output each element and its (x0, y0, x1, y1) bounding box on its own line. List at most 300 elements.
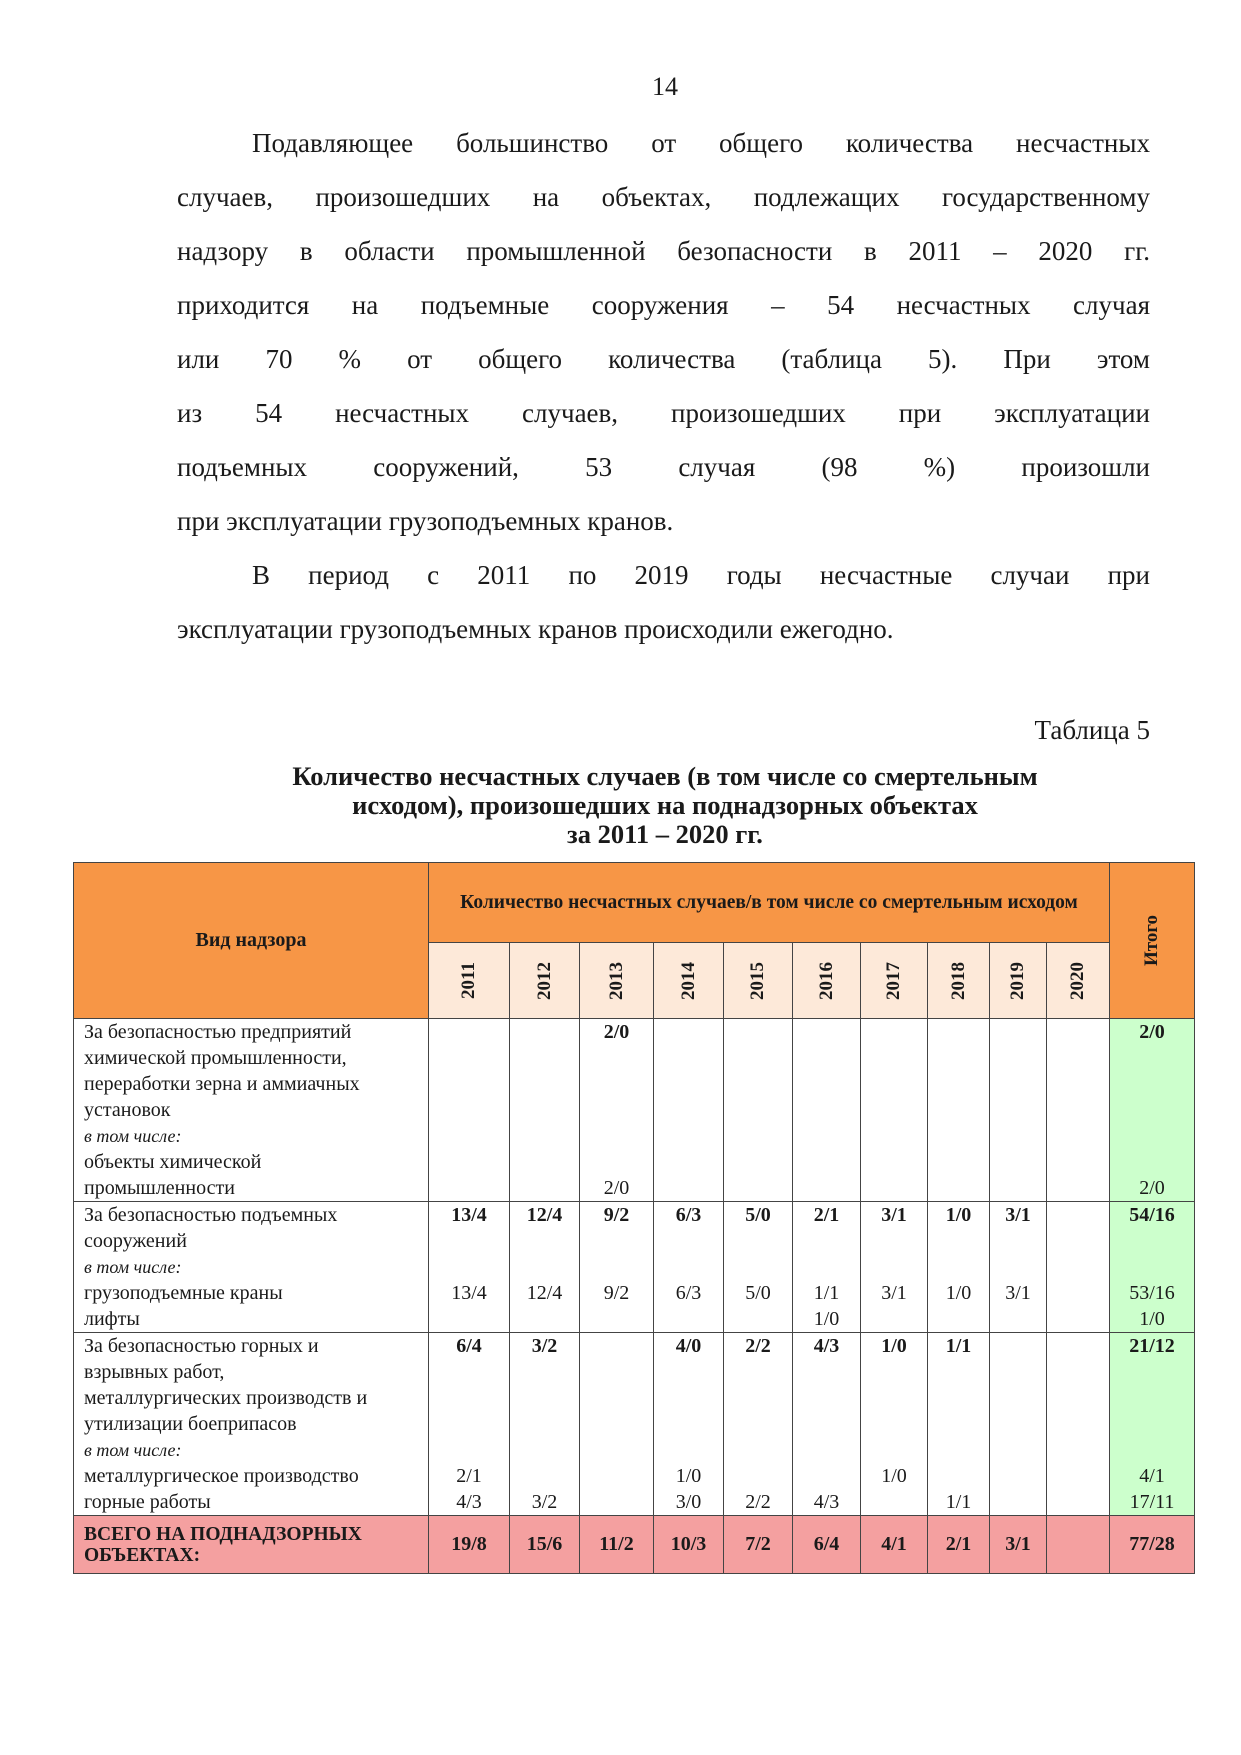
spacer (861, 1385, 927, 1411)
header-type-label: Вид надзора (195, 929, 307, 951)
sub-row-value (928, 1175, 989, 1201)
year-cell (793, 1333, 861, 1516)
spacer (928, 1254, 989, 1280)
year-header (580, 943, 654, 1019)
sub-row-value: 4/3 (813, 1491, 840, 1513)
spacer (928, 1228, 989, 1254)
spacer (793, 1123, 860, 1149)
spacer (928, 1097, 989, 1123)
section-total-value (580, 1333, 653, 1359)
year-cell (990, 1019, 1047, 1202)
grand-total-cell: 4/1 (861, 1516, 928, 1574)
spacer (1047, 1385, 1109, 1411)
spacer (1110, 1097, 1194, 1123)
section-total-value (510, 1019, 579, 1045)
section-total-value (990, 1333, 1046, 1359)
sub-row-value (861, 1489, 927, 1515)
sub-row-value (510, 1463, 579, 1489)
including-label: в том числе: (84, 1126, 182, 1146)
year-cell (928, 1202, 990, 1333)
section-total-value (1047, 1333, 1109, 1359)
spacer (429, 1385, 509, 1411)
spacer (793, 1359, 860, 1385)
year-cell (724, 1333, 793, 1516)
spacer (654, 1359, 723, 1385)
grand-total-cell: 11/2 (580, 1516, 654, 1574)
sub-row-value: 5/0 (745, 1282, 771, 1304)
section-total-value: 3/1 (1005, 1204, 1031, 1226)
sub-row-value: 2/1 (456, 1465, 482, 1487)
year-header (793, 943, 861, 1019)
year-cell (990, 1202, 1047, 1333)
spacer (861, 1149, 927, 1175)
accidents-table (73, 862, 1195, 1574)
sub-row-value: 1/1 (945, 1491, 972, 1513)
spacer (990, 1411, 1046, 1437)
section-total-value: 4/0 (675, 1335, 702, 1357)
sub-row-label: грузоподъемные краны (84, 1282, 283, 1304)
section-row (74, 1202, 1195, 1333)
section-total-value: 21/12 (1129, 1335, 1175, 1357)
spacer (429, 1254, 509, 1280)
section-total-value (928, 1019, 989, 1045)
year-header (654, 943, 724, 1019)
year-cell (990, 1333, 1047, 1516)
sub-row-value: 3/0 (675, 1491, 702, 1513)
year-cell (654, 1202, 724, 1333)
section-row (74, 1019, 1195, 1202)
spacer (1047, 1228, 1109, 1254)
sub-row-value: 9/2 (603, 1282, 630, 1304)
spacer (793, 1045, 860, 1071)
sub-row-value: 1/0 (675, 1465, 702, 1487)
year-cell (1047, 1333, 1110, 1516)
paragraph-line: В период с 2011 по 2019 годы несчастные случаи при (252, 560, 1150, 590)
paragraph-line: случаев, произошедших на объектах, подлежащих государственному (177, 182, 1150, 212)
spacer (990, 1437, 1046, 1463)
spacer (793, 1385, 860, 1411)
spacer (724, 1359, 792, 1385)
spacer (990, 1045, 1046, 1071)
grand-total-cell: 2/1 (928, 1516, 990, 1574)
sub-row-value (510, 1175, 579, 1201)
spacer (654, 1045, 723, 1071)
section-label (74, 1202, 429, 1333)
year-cell (1047, 1019, 1110, 1202)
year-header (990, 943, 1047, 1019)
sub-row-value: 1/0 (813, 1308, 840, 1330)
spacer (580, 1411, 653, 1437)
year-cell (580, 1333, 654, 1516)
sub-row-value: 2/0 (603, 1177, 630, 1199)
sub-row-value (928, 1463, 989, 1489)
spacer (793, 1437, 860, 1463)
paragraph-line: Подавляющее большинство от общего количества несчастных (252, 128, 1150, 158)
section-total-value: 54/16 (1129, 1204, 1175, 1226)
spacer (990, 1071, 1046, 1097)
section-row (74, 1333, 1195, 1516)
spacer (1047, 1254, 1109, 1280)
spacer (1110, 1045, 1194, 1071)
spacer (1047, 1071, 1109, 1097)
spacer (724, 1437, 792, 1463)
spacer (724, 1097, 792, 1123)
spacer (510, 1071, 579, 1097)
section-total-value: 3/2 (531, 1335, 558, 1357)
spacer (654, 1437, 723, 1463)
year-cell (724, 1019, 793, 1202)
year-label: 2012 (533, 961, 555, 1000)
year-cell (861, 1202, 928, 1333)
year-header (429, 943, 510, 1019)
section-title-line: За безопасностью горных и (84, 1335, 319, 1357)
section-total-value: 3/1 (881, 1204, 907, 1226)
sub-row-value: 17/11 (1129, 1491, 1175, 1513)
spacer (580, 1228, 653, 1254)
sub-row-value: 2/0 (1139, 1177, 1165, 1199)
spacer (861, 1228, 927, 1254)
table-title-line: за 2011 – 2020 гг. (567, 819, 763, 849)
section-total-value: 13/4 (451, 1204, 487, 1226)
spacer (793, 1071, 860, 1097)
section-title-line: сооружений (84, 1230, 187, 1252)
sub-row-value (1047, 1489, 1109, 1515)
year-cell (928, 1333, 990, 1516)
spacer (654, 1254, 723, 1280)
page-number: 14 (652, 72, 678, 101)
sub-row-label: объекты химической (84, 1151, 262, 1173)
spacer (429, 1097, 509, 1123)
grand-total-cell: 10/3 (654, 1516, 724, 1574)
spacer (990, 1228, 1046, 1254)
section-total-value (793, 1019, 860, 1045)
year-cell (510, 1333, 580, 1516)
sub-row-value (1047, 1463, 1109, 1489)
header-total-label: Итого (1141, 914, 1162, 967)
year-cell (928, 1019, 990, 1202)
grand-total-cell: 19/8 (429, 1516, 510, 1574)
spacer (724, 1149, 792, 1175)
spacer (654, 1071, 723, 1097)
spacer (1047, 1045, 1109, 1071)
header-type (74, 863, 429, 1019)
total-cell (1110, 1019, 1195, 1202)
spacer (861, 1123, 927, 1149)
spacer (510, 1097, 579, 1123)
spacer (580, 1071, 653, 1097)
spacer (510, 1437, 579, 1463)
spacer (861, 1045, 927, 1071)
year-label: 2020 (1067, 961, 1088, 1000)
year-cell (580, 1019, 654, 1202)
section-total-value: 2/1 (813, 1204, 840, 1226)
sub-row-label: горные работы (84, 1491, 211, 1513)
grand-total-sum: 77/28 (1110, 1516, 1195, 1574)
section-total-value: 5/0 (745, 1204, 771, 1226)
section-title-line: химической промышленности, (84, 1047, 347, 1069)
sub-row-value (928, 1306, 989, 1332)
year-cell (861, 1333, 928, 1516)
spacer (510, 1411, 579, 1437)
spacer (1047, 1097, 1109, 1123)
year-label: 2019 (1007, 961, 1028, 1000)
sub-row-value: 1/0 (1139, 1308, 1165, 1330)
including-label: в том числе: (84, 1440, 182, 1460)
section-total-value: 1/0 (881, 1335, 907, 1357)
paragraph-line: надзору в области промышленной безопасности в 2011 – 2020 гг. (177, 236, 1150, 266)
sub-row-label: металлургическое производство (84, 1465, 359, 1487)
spacer (724, 1228, 792, 1254)
spacer (580, 1097, 653, 1123)
sub-row-value (580, 1306, 653, 1332)
sub-row-value (990, 1489, 1046, 1515)
year-header (928, 943, 990, 1019)
sub-row-value (793, 1463, 860, 1489)
spacer (793, 1228, 860, 1254)
year-cell (654, 1019, 724, 1202)
grand-total-row (74, 1516, 1195, 1574)
section-total-value (861, 1019, 927, 1045)
spacer (928, 1437, 989, 1463)
sub-row-value: 1/0 (881, 1465, 907, 1487)
spacer (861, 1359, 927, 1385)
sub-row-value (990, 1175, 1046, 1201)
year-header (510, 943, 580, 1019)
spacer (580, 1385, 653, 1411)
sub-row-value: 53/16 (1129, 1282, 1175, 1304)
total-cell (1110, 1202, 1195, 1333)
sub-row-value: 4/1 (1139, 1465, 1165, 1487)
spacer (928, 1149, 989, 1175)
spacer (1110, 1385, 1194, 1411)
spacer (1047, 1437, 1109, 1463)
year-cell (510, 1019, 580, 1202)
spacer (724, 1123, 792, 1149)
sub-row-value: 4/3 (456, 1491, 482, 1513)
grand-total-cell: 15/6 (510, 1516, 580, 1574)
header-group (429, 863, 1110, 943)
total-cell (1110, 1333, 1195, 1516)
sub-row-value: 2/2 (745, 1491, 771, 1513)
sub-row-value (429, 1306, 509, 1332)
spacer (654, 1123, 723, 1149)
table-title-line: Количество несчастных случаев (в том числе со смертельным (292, 761, 1038, 791)
spacer (861, 1254, 927, 1280)
section-total-value: 6/3 (675, 1204, 702, 1226)
sub-row-value: 3/1 (881, 1282, 907, 1304)
sub-row-value (724, 1306, 792, 1332)
spacer (654, 1385, 723, 1411)
section-title-line: переработки зерна и аммиачных (84, 1073, 360, 1095)
spacer (793, 1149, 860, 1175)
sub-row-value: 3/1 (1005, 1282, 1031, 1304)
year-cell (654, 1333, 724, 1516)
spacer (580, 1123, 653, 1149)
section-total-value (429, 1019, 509, 1045)
sub-row-value: 3/2 (531, 1491, 558, 1513)
spacer (928, 1123, 989, 1149)
section-total-value: 9/2 (603, 1204, 630, 1226)
spacer (429, 1123, 509, 1149)
year-header (861, 943, 928, 1019)
spacer (793, 1411, 860, 1437)
spacer (1110, 1228, 1194, 1254)
spacer (1110, 1411, 1194, 1437)
year-header (724, 943, 793, 1019)
sub-row-value (793, 1175, 860, 1201)
year-cell (1047, 1202, 1110, 1333)
section-total-value: 2/2 (745, 1335, 771, 1357)
section-label (74, 1333, 429, 1516)
spacer (724, 1411, 792, 1437)
section-total-value (990, 1019, 1046, 1045)
year-cell (580, 1202, 654, 1333)
spacer (654, 1097, 723, 1123)
section-title-line: За безопасностью предприятий (84, 1021, 352, 1043)
spacer (928, 1045, 989, 1071)
spacer (990, 1123, 1046, 1149)
section-total-value: 4/3 (813, 1335, 840, 1357)
spacer (928, 1359, 989, 1385)
spacer (510, 1149, 579, 1175)
sub-row-value (510, 1306, 579, 1332)
spacer (580, 1437, 653, 1463)
year-label: 2016 (815, 961, 837, 1000)
grand-total-label (74, 1516, 429, 1574)
sub-row-value (1047, 1306, 1109, 1332)
spacer (990, 1385, 1046, 1411)
spacer (580, 1149, 653, 1175)
section-label (74, 1019, 429, 1202)
spacer (654, 1149, 723, 1175)
table-label: Таблица 5 (1034, 715, 1150, 745)
spacer (1047, 1359, 1109, 1385)
sub-row-value (1047, 1175, 1109, 1201)
spacer (793, 1097, 860, 1123)
year-cell (429, 1333, 510, 1516)
spacer (429, 1411, 509, 1437)
spacer (429, 1437, 509, 1463)
spacer (990, 1359, 1046, 1385)
spacer (429, 1071, 509, 1097)
section-total-value: 2/0 (603, 1021, 630, 1043)
section-total-value: 1/1 (945, 1335, 972, 1357)
sub-row-value (861, 1175, 927, 1201)
paragraph-line: при эксплуатации грузоподъемных кранов. (177, 506, 674, 536)
section-title-line: установок (84, 1099, 171, 1121)
spacer (580, 1045, 653, 1071)
spacer (928, 1385, 989, 1411)
spacer (580, 1254, 653, 1280)
section-title-line: металлургических производств и (84, 1387, 368, 1409)
including-label: в том числе: (84, 1257, 182, 1277)
sub-row-value: 1/0 (945, 1282, 972, 1304)
year-cell (724, 1202, 793, 1333)
section-total-value: 1/0 (945, 1204, 972, 1226)
section-title-line: За безопасностью подъемных (84, 1204, 338, 1226)
section-total-value: 2/0 (1139, 1021, 1165, 1043)
spacer (1110, 1254, 1194, 1280)
spacer (429, 1359, 509, 1385)
spacer (861, 1411, 927, 1437)
section-total-value (1047, 1202, 1109, 1228)
sub-row-label: лифты (84, 1308, 140, 1330)
section-total-value (1047, 1019, 1109, 1045)
spacer (1110, 1149, 1194, 1175)
paragraph-line: приходится на подъемные сооружения – 54 несчастных случая (177, 290, 1150, 320)
spacer (1047, 1123, 1109, 1149)
header-group-label: Количество несчастных случаев/в том числе со смертельным исходом (460, 892, 1078, 913)
sub-row-label: промышленности (84, 1177, 235, 1199)
grand-total-cell (1047, 1516, 1110, 1574)
spacer (580, 1359, 653, 1385)
spacer (724, 1254, 792, 1280)
paragraph-line: эксплуатации грузоподъемных кранов происходили ежегодно. (177, 614, 894, 644)
section-title-line: утилизации боеприпасов (84, 1413, 297, 1435)
section-total-value: 6/4 (456, 1335, 482, 1357)
sub-row-value (580, 1489, 653, 1515)
section-total-value: 12/4 (526, 1204, 563, 1226)
year-cell (793, 1202, 861, 1333)
spacer (724, 1045, 792, 1071)
sub-row-value: 6/3 (675, 1282, 702, 1304)
spacer (990, 1097, 1046, 1123)
spacer (429, 1045, 509, 1071)
spacer (1047, 1411, 1109, 1437)
sub-row-value (990, 1306, 1046, 1332)
spacer (510, 1254, 579, 1280)
spacer (861, 1437, 927, 1463)
sub-row-value: 1/1 (813, 1282, 840, 1304)
spacer (429, 1228, 509, 1254)
spacer (928, 1071, 989, 1097)
spacer (928, 1411, 989, 1437)
paragraph-1 (177, 116, 1150, 548)
grand-total-cell: 3/1 (990, 1516, 1047, 1574)
section-total-value (724, 1019, 792, 1045)
spacer (1110, 1071, 1194, 1097)
table-title (180, 762, 1150, 849)
spacer (861, 1097, 927, 1123)
grand-total-label-line: ВСЕГО НА ПОДНАДЗОРНЫХ (84, 1523, 362, 1545)
grand-total-cell: 7/2 (724, 1516, 793, 1574)
year-cell (429, 1202, 510, 1333)
spacer (724, 1071, 792, 1097)
year-cell (793, 1019, 861, 1202)
spacer (510, 1385, 579, 1411)
spacer (861, 1071, 927, 1097)
spacer (1110, 1437, 1194, 1463)
year-label: 2014 (677, 961, 699, 1000)
spacer (654, 1411, 723, 1437)
spacer (510, 1228, 579, 1254)
spacer (510, 1123, 579, 1149)
year-header (1047, 943, 1110, 1019)
sub-row-value (990, 1463, 1046, 1489)
spacer (990, 1149, 1046, 1175)
sub-row-value (580, 1463, 653, 1489)
sub-row-value (654, 1175, 723, 1201)
sub-row-value (724, 1175, 792, 1201)
section-title-line: взрывных работ, (84, 1361, 225, 1383)
grand-total-label-line: ОБЪЕКТАХ: (84, 1544, 201, 1566)
year-label: 2015 (747, 961, 768, 1000)
spacer (510, 1359, 579, 1385)
sub-row-value (654, 1306, 723, 1332)
sub-row-value: 13/4 (451, 1282, 487, 1304)
table-title-line: исходом), произошедших на поднадзорных объектах (352, 790, 978, 820)
sub-row-value (861, 1306, 927, 1332)
